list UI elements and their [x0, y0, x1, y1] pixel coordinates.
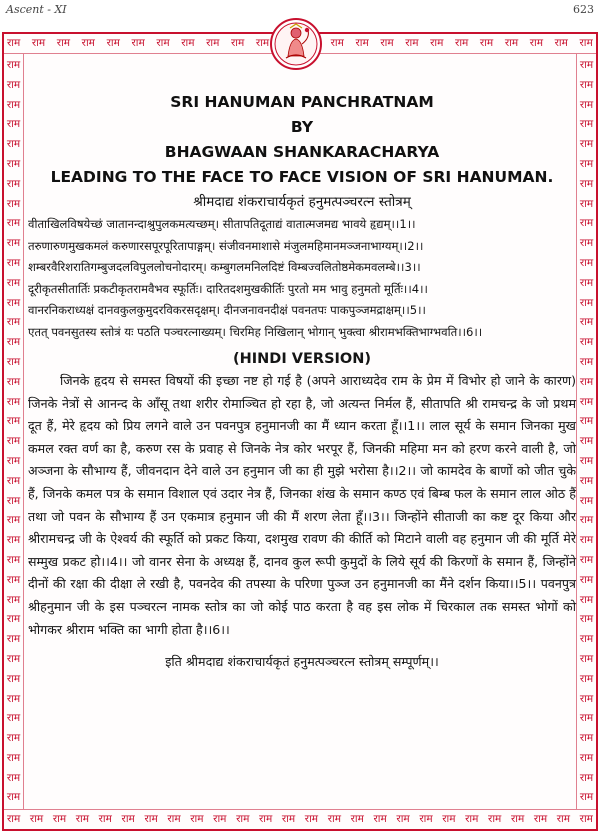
border-word: राम	[236, 813, 250, 826]
border-word: राम	[579, 791, 594, 804]
title-block	[28, 90, 576, 190]
conclusion-line: इति श्रीमदाद्य शंकराचार्यकृतं हनुमत्पञ्चरत्न स्तोत्रम् सम्पूर्णम्।।	[165, 654, 439, 670]
border-word: राम	[6, 336, 21, 349]
border-word: राम	[579, 652, 594, 665]
border-word: राम	[6, 355, 21, 368]
border-word: राम	[6, 98, 21, 111]
border-word: राम	[258, 813, 273, 826]
border-word: राम	[6, 573, 21, 586]
border-word: राम	[405, 37, 419, 50]
border-word: राम	[579, 435, 594, 448]
border-word: राम	[6, 237, 21, 250]
border-word: राम	[6, 217, 21, 230]
border-word: राम	[6, 59, 21, 71]
border-word: राम	[529, 37, 543, 50]
border-word: राम	[579, 514, 594, 527]
border-word: राम	[6, 256, 21, 269]
border-word: राम	[6, 692, 21, 705]
verse-line: वानरनिकराध्यक्षं दानवकुलकुमुदरविकरसदृक्षम्। दीनजनावनदीक्षं पवनतपः पाकपुञ्जमद्राक्षम्।।5।।	[28, 303, 426, 317]
border-word: राम	[6, 791, 21, 804]
border-word: राम	[465, 813, 479, 826]
border-word: राम	[6, 296, 21, 309]
border-word: राम	[350, 813, 364, 826]
border-word: राम	[6, 633, 21, 646]
border-word: राम	[6, 494, 21, 507]
border-word: राम	[6, 672, 21, 685]
border-word: राम	[504, 37, 519, 50]
border-word: राम	[6, 613, 21, 626]
border-word: राम	[419, 813, 433, 826]
border-left	[4, 54, 24, 809]
border-word: राम	[6, 197, 21, 210]
border-word: राम	[579, 573, 594, 586]
border-word: राम	[6, 474, 21, 487]
verse-line: वीताखिलविषयेच्छं जातानन्दाश्रुपुलकमत्यच्छम्। सीतापतिदूताद्यं वातात्मजमद्य भावये हृद्यम्।।1।।	[28, 217, 416, 231]
title-line: BY	[290, 118, 314, 136]
border-word: राम	[304, 813, 319, 826]
border-word: राम	[579, 118, 594, 131]
verse-line: शम्बरवैरिशरातिगम्बुजदलविपुललोचनोदारम्। कम्बुगलमनिलदिष्टं विम्बज्वलितोष्ठमेकमवलम्बे।।3।।	[28, 260, 421, 274]
border-word: राम	[121, 813, 135, 826]
border-word: राम	[579, 336, 594, 349]
border-word: राम	[455, 37, 469, 50]
border-word: राम	[6, 732, 21, 745]
border-word: राम	[52, 813, 67, 826]
border-word: राम	[29, 813, 44, 826]
border-word: राम	[579, 593, 594, 606]
verse-line: तरुणारुणमुखकमलं करुणारसपूरपूरितापाङ्गम्। संजीवनमाशासे मंजुलमहिमानमञ्जनाभाग्यम्।।2।।	[28, 238, 424, 253]
border-word: राम	[579, 712, 594, 725]
border-word: राम	[181, 37, 195, 50]
border-word: राम	[579, 78, 594, 91]
border-word: राम	[7, 37, 21, 50]
border-word: राम	[579, 157, 594, 170]
border-word: राम	[579, 732, 594, 745]
border-word: राम	[6, 712, 21, 725]
border-word: राम	[6, 771, 21, 784]
border-word: राम	[488, 813, 502, 826]
border-word: राम	[167, 813, 181, 826]
border-word: राम	[6, 78, 21, 91]
border-word: राम	[327, 813, 341, 826]
border-word: राम	[579, 177, 594, 190]
border-word: राम	[579, 237, 594, 250]
border-word: राम	[6, 652, 21, 665]
border-word: राम	[442, 813, 456, 826]
border-word: राम	[579, 692, 594, 705]
border-word: राम	[6, 375, 21, 388]
border-word: राम	[579, 375, 594, 388]
border-word: राम	[213, 813, 227, 826]
border-word: राम	[430, 37, 444, 50]
border-word: राम	[190, 813, 204, 826]
border-bottom	[4, 809, 596, 829]
title-line: BHAGWAAN SHANKARACHARYA	[164, 143, 440, 161]
border-word: राम	[579, 633, 594, 646]
border-word: राम	[396, 813, 410, 826]
border-word: राम	[579, 771, 594, 784]
border-word: राम	[6, 118, 21, 131]
border-word: राम	[6, 454, 21, 467]
border-word: राम	[579, 296, 594, 309]
hanuman-figure-icon	[272, 20, 320, 68]
border-word: राम	[6, 276, 21, 289]
border-word: राम	[579, 534, 594, 547]
border-word: राम	[533, 813, 548, 826]
hindi-heading: (HINDI VERSION)	[233, 351, 371, 367]
border-word: राम	[7, 813, 21, 826]
sanskrit-heading: श्रीमदाद्य शंकराचार्यकृतं हनुमत्पञ्चरत्न स्तोत्रम्	[193, 194, 411, 210]
border-word: राम	[281, 813, 296, 826]
hanuman-medallion	[270, 18, 322, 70]
border-word: राम	[579, 355, 594, 368]
border-word: राम	[206, 37, 220, 50]
border-word: राम	[255, 37, 270, 50]
border-word: राम	[579, 59, 594, 71]
border-word: राम	[144, 813, 158, 826]
border-word: राम	[98, 813, 112, 826]
border-word: राम	[579, 276, 594, 289]
running-title: Ascent - XI	[6, 3, 67, 16]
border-word: राम	[554, 37, 568, 50]
border-word: राम	[6, 553, 21, 566]
border-word: राम	[81, 37, 95, 50]
border-word: राम	[479, 37, 494, 50]
border-word: राम	[380, 37, 394, 50]
border-word: राम	[579, 474, 594, 487]
border-word: राम	[6, 316, 21, 329]
border-word: राम	[579, 415, 594, 428]
border-word: राम	[579, 37, 593, 50]
border-word: राम	[56, 37, 71, 50]
page-number: 623	[573, 3, 594, 16]
sanskrit-verses	[28, 214, 576, 343]
border-word: राम	[6, 514, 21, 527]
border-word: राम	[156, 37, 170, 50]
border-word: राम	[75, 813, 90, 826]
border-word: राम	[579, 454, 594, 467]
border-word: राम	[6, 534, 21, 547]
border-word: राम	[579, 256, 594, 269]
border-right	[576, 54, 596, 809]
border-word: राम	[579, 217, 594, 230]
border-word: राम	[579, 197, 594, 210]
border-word: राम	[579, 672, 594, 685]
border-word: राम	[579, 751, 594, 764]
title-line: LEADING TO THE FACE TO FACE VISION OF SRI HANUMAN.	[50, 168, 554, 186]
border-word: राम	[579, 553, 594, 566]
border-word: राम	[579, 613, 594, 626]
border-word: राम	[231, 37, 245, 50]
border-word: राम	[6, 751, 21, 764]
border-word: राम	[556, 813, 571, 826]
border-word: राम	[131, 37, 145, 50]
border-word: राम	[355, 37, 369, 50]
main-content	[28, 90, 576, 670]
border-word: राम	[579, 813, 593, 826]
border-word: राम	[579, 316, 594, 329]
border-word: राम	[579, 98, 594, 111]
verse-line: एतत् पवनसुतस्य स्तोत्रं यः पठति पञ्चरत्नाख्यम्। चिरमिह निखिलान् भोगान् भुक्त्वा श्रीरामभक्तिभाग्भवति।।6।।	[28, 324, 483, 339]
border-word: राम	[106, 37, 120, 50]
border-word: राम	[330, 37, 344, 50]
verse-line: दूरीकृतसीतार्तिः प्रकटीकृतरामवैभव स्फूर्तिः। दारितदशमुखकीर्तिः पुरतो मम भावु हनुमतो मूर्तिः।।4।।	[28, 281, 428, 296]
border-word: राम	[579, 138, 594, 151]
border-word: राम	[373, 813, 387, 826]
border-word: राम	[6, 177, 21, 190]
border-word: राम	[6, 593, 21, 606]
border-word: राम	[6, 395, 21, 408]
border-word: राम	[6, 157, 21, 170]
decorative-page-frame	[2, 32, 598, 831]
border-word: राम	[510, 813, 525, 826]
title-line: SRI HANUMAN PANCHRATNAM	[170, 93, 434, 111]
border-word: राम	[6, 435, 21, 448]
border-word: राम	[6, 138, 21, 151]
border-word: राम	[6, 415, 21, 428]
border-word: राम	[579, 494, 594, 507]
border-word: राम	[31, 37, 46, 50]
border-word: राम	[579, 395, 594, 408]
hindi-paragraph: जिनके हृदय से समस्त विषयों की इच्छा नष्ट हो गई है (अपने आराध्यदेव राम के प्रेम में विभोर हो जाने के कारण) जिनके नेत्रों से आनन्द के आँसू तथा शरीर रोमाञ्चित हो रहा है, जो अत्यन्त निर्मल हैं, सीतापति श्री रामचन्द्र के जो प्रथम दूत हैं, मेरे हृदय को प्रिय लगने वाले उन पवनपुत्र हनुमानजी का मैं ध्यान करता हूँ।।1।। लाल सूर्य के समान जिनका मुख कमल रक्त वर्ण का है, करुण रस के प्रवाह से जिनके नेत्र कोर भरपूर हैं, जिनकी महिमा मन को हरण करने वाली है, जो अञ्जना के सौभाग्य हैं, जीवनदान देने वाले उन हनुमान जी का ही मुझे भरोसा है।।2।। जो कामदेव के बाणों को जीत चुके हैं, जिनके कमल पत्र के समान विशाल एवं उदार नेत्र हैं, जिनका शंख के समान कण्ठ एवं बिम्ब फल के समान लाल ओठ हैं तथा जो पवन के सौभाग्य हैं उन एकमात्र हनुमान जी की मैं शरण लेता हूँ।।3।। जिन्होंने सीताजी का कष्ट दूर किया और श्रीरामचन्द्र जी के ऐश्वर्य की स्फूर्ति को प्रकट किया, दशमुख रावण की कीर्ति को मिटाने वाली वह हनुमान जी की मूर्ति मेरे सम्मुख प्रकट हो।।4।। जो वानर सेना के अध्यक्ष हैं, दानव कुल रूपी कुमुदों के लिये सूर्य की किरणों के समान हैं, जिन्होंने दीनों की रक्षा की दीक्षा ले रखी है, पवनदेव की तपस्या के परिणा पुञ्ज उन हनुमानजी का मैंने दर्शन किया।।5।। पवनपुत्र श्रीहनुमान जी के इस पञ्चरत्न नामक स्तोत्र का जो कोई पाठ करता है वह इस लोक में चिरकाल तक समस्त भोगों को भोगकर श्रीराम भक्ति का भागी होता है।।6।।	[28, 373, 576, 637]
